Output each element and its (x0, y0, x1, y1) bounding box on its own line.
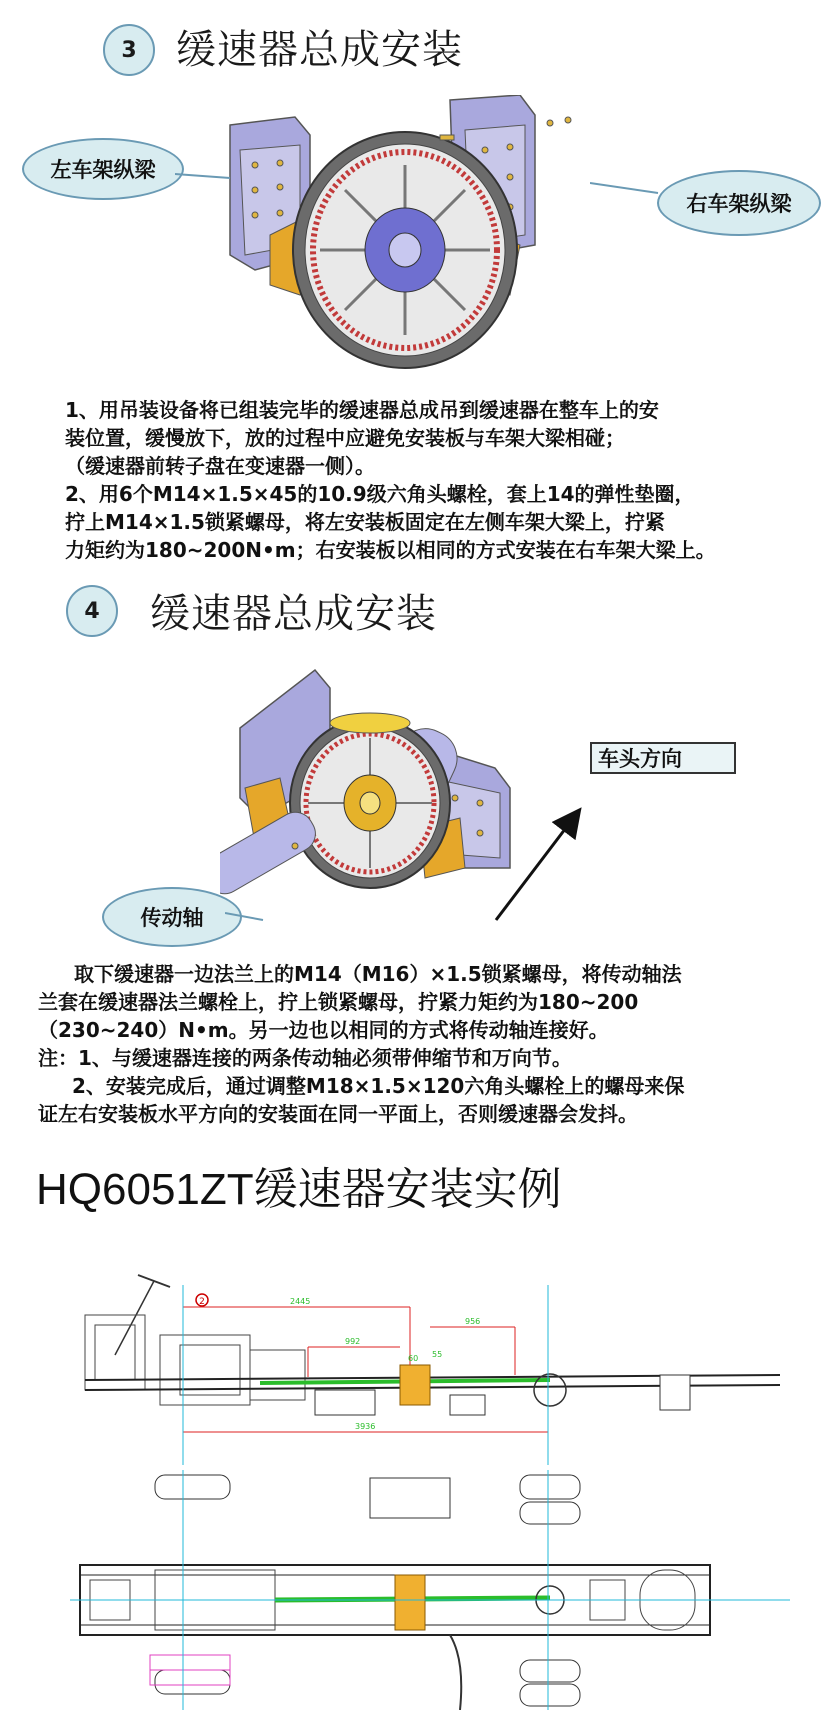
dim-d5-label: 60 (408, 1354, 419, 1363)
section-3-instructions (65, 396, 716, 564)
section-4-line-2: 兰套在缓速器法兰螺栓上，拧上锁紧螺母，拧紧力矩约为180~200 (38, 990, 639, 1014)
direction-arrow-icon (490, 800, 590, 925)
section-4-line-1: 取下缓速器一边法兰上的M14（M16）×1.5锁紧螺母，将传动轴法 (74, 962, 682, 986)
section-4-instructions (38, 960, 684, 1128)
chassis-plan-view-drawing (70, 1470, 790, 1710)
callout-right-pointer (590, 178, 660, 208)
callout-drive-shaft: 传动轴 (102, 887, 242, 947)
section-3-line-2: 装位置，缓慢放下，放的过程中应避免安装板与车架大梁相碰； (65, 426, 625, 450)
dim-d4-label: 55 (432, 1350, 443, 1359)
section-4-number: 4 (66, 585, 118, 637)
dim-d2-label: 992 (345, 1337, 361, 1346)
section-4-line-3: （230~240）N•m。另一边也以相同的方式将传动轴连接好。 (38, 1018, 609, 1042)
retarder-assembly-illustration-top (200, 95, 620, 385)
callout-shaft-pointer (225, 908, 265, 928)
callout-left-frame-rail: 左车架纵梁 (22, 138, 184, 200)
callout-left-pointer (175, 150, 235, 190)
dim-d3-label: 956 (465, 1317, 481, 1326)
section-4-line-4: 注：1、与缓速器连接的两条传动轴必须带伸缩节和万向节。 (38, 1046, 572, 1070)
section-3-line-4: 2、用6个M14×1.5×45的10.9级六角头螺栓，套上14的弹性垫圈， (65, 482, 695, 506)
section-4-line-5: 2、安装完成后，通过调整M18×1.5×120六角头螺栓上的螺母来保 (72, 1074, 685, 1098)
section-4-title: 缓速器总成安装 (150, 591, 437, 637)
example-title: HQ6051ZT缓速器安装实例 (36, 1165, 562, 1214)
section-4-line-6: 证左右安装板水平方向的安装面在同一平面上，否则缓速器会发抖。 (38, 1102, 638, 1126)
section-3-line-3: （缓速器前转子盘在变速器一侧）。 (65, 454, 375, 478)
dim-d1-label: 2445 (290, 1297, 311, 1306)
view-marker-label: 2 (199, 1297, 205, 1307)
section-3-line-6: 力矩约为180~200N•m；右安装板以相同的方式安装在右车架大梁上。 (65, 538, 716, 562)
vehicle-front-direction-label: 车头方向 (590, 742, 736, 774)
retarder-assembly-illustration-bottom (220, 668, 530, 938)
callout-right-frame-rail: 右车架纵梁 (657, 170, 821, 236)
section-3-number: 3 (103, 24, 155, 76)
dim-d6-label: 3936 (355, 1422, 376, 1431)
section-3-line-5: 拧上M14×1.5锁紧螺母，将左安装板固定在左侧车架大梁上，拧紧 (65, 510, 665, 534)
section-3-title: 缓速器总成安装 (176, 27, 463, 73)
section-3-line-1: 1、用吊装设备将已组装完毕的缓速器总成吊到缓速器在整车上的安 (65, 398, 659, 422)
chassis-side-view-drawing (70, 1265, 790, 1465)
